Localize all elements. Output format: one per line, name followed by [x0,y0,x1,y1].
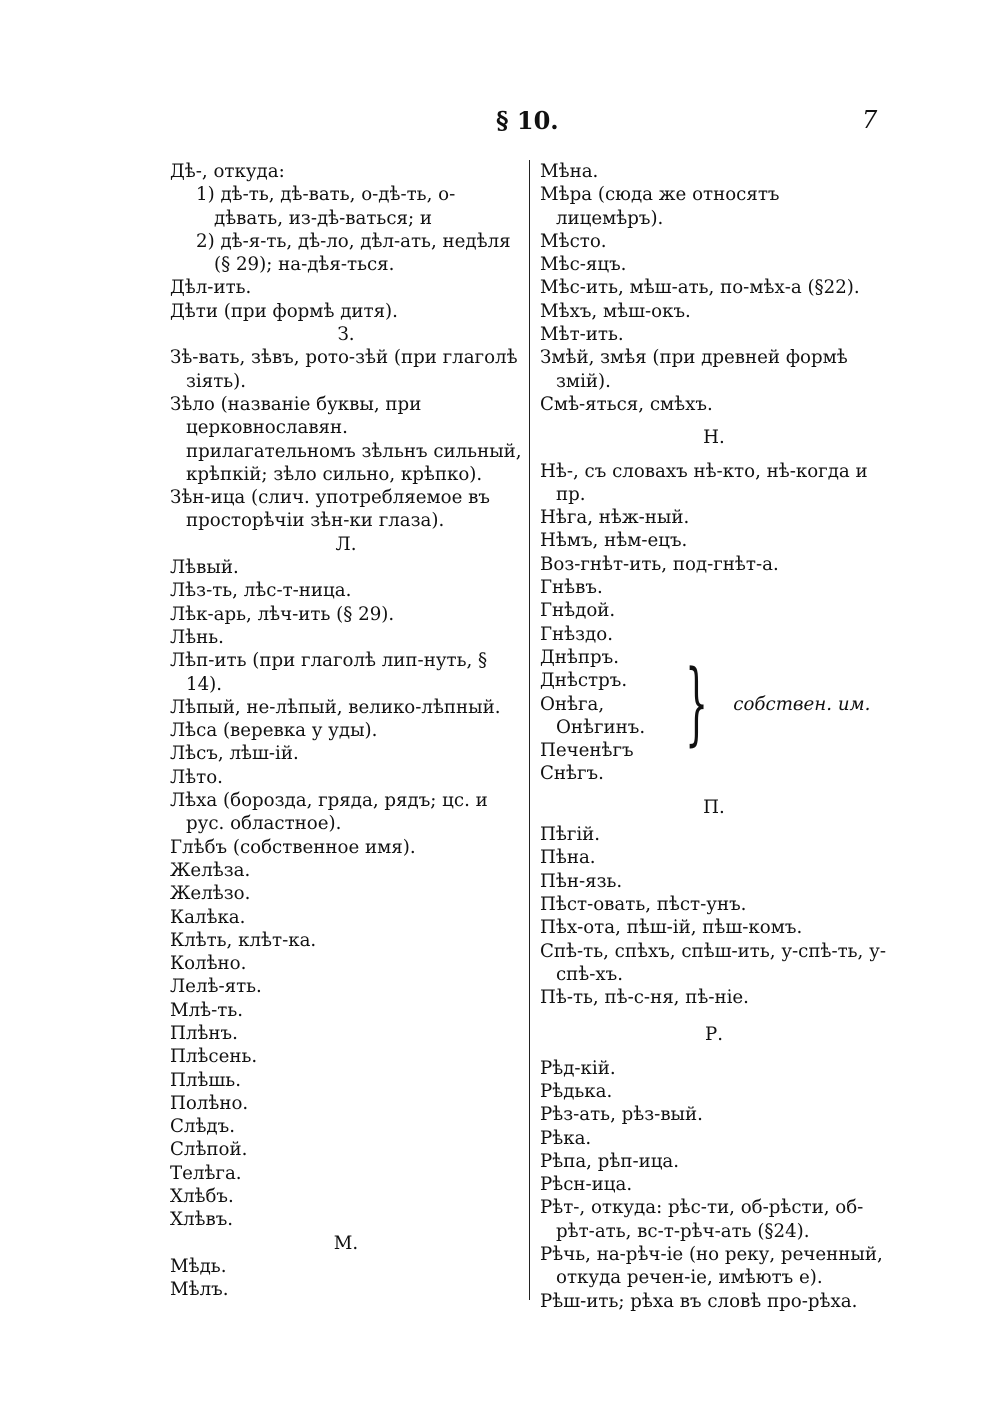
entry: Пѣст-овать, пѣст-унъ. [540,893,747,915]
entry: Рѣш-ить; рѣха въ словѣ про-рѣха. [540,1290,858,1312]
entry: Плѣшь. [170,1069,241,1091]
entry: Дѣл-ить. [170,277,252,299]
entry: Рѣчь, на-рѣч-iе (но реку, реченный, откуда речен-iе, имѣютъ е). [540,1244,883,1289]
entry: Лѣсъ, лѣш-iй. [170,743,299,765]
entry: Пѣна. [540,847,596,869]
column-divider [529,160,530,1300]
entry: Мѣра (сюда же относятъ лицемѣръ). [540,184,780,229]
entry: Зѣло (названiе буквы, при церковнославян. прилагательномъ зѣльнъ сильный, крѣпкiй; зѣло сильно, крѣпко). [170,393,522,485]
entry: Лѣпый, не-лѣпый, велико-лѣпный. [170,696,501,718]
entry: Пѣх-ота, пѣш-iй, пѣш-комъ. [540,917,803,939]
entry: Мѣт-ить. [540,324,624,346]
entry: Лелѣ-ять. [170,976,262,998]
entry: Лѣк-арь, лѣч-ить (§ 29). [170,603,395,625]
entry: Лѣп-ить (при глаголѣ лип-нуть, § 14). [170,650,488,695]
entry: Клѣть, клѣт-ка. [170,929,317,951]
entry-sub: 1) дѣ-ть, дѣ-вать, о-дѣ-ть, о-дѣвать, из-дѣ-ваться; и [196,184,456,229]
entry: Рѣдька. [540,1080,613,1102]
entry: Хлѣвъ. [170,1209,234,1231]
letter-heading: М. [333,1232,359,1254]
left-column [170,160,522,1302]
entry: Нѣга, нѣж-ный. [540,507,690,529]
letter-heading: Р. [704,1024,724,1046]
entry: Мѣдь. [170,1255,227,1277]
proper-names-group [540,646,888,762]
entry: Мѣлъ. [170,1279,229,1301]
entry: Калѣка. [170,906,246,928]
entry: Рѣт-, откуда: рѣс-ти, об-рѣсти, об-рѣт-ать, вс-т-рѣч-ать (§24). [540,1197,864,1242]
entry: Зѣ-вать, зѣвъ, рото-зѣй (при глаголѣ зiять). [170,347,518,392]
entry: Нѣ-, съ словахъ нѣ-кто, нѣ-когда и пр. [540,460,868,505]
entry: Лѣвый. [170,557,239,579]
entry: Мѣна. [540,161,599,182]
entry: Колѣно. [170,953,247,975]
entry: Желѣза. [170,859,251,881]
entry: Дѣти (при формѣ дитя). [170,300,398,322]
entry: Гнѣвъ. [540,577,603,599]
entry: Мѣс-яцъ. [540,254,627,276]
entry: Лѣто. [170,766,223,788]
entry: Онѣга, Онѣгинъ. [540,693,646,738]
curly-brace-icon: } [685,651,709,757]
entry: Смѣ-яться, смѣхъ. [540,393,713,415]
entry: Плѣнъ. [170,1022,238,1044]
entry: Плѣсень. [170,1046,258,1068]
entry: Рѣд-кiй. [540,1057,616,1079]
entry: Гнѣздо. [540,623,613,645]
entry: Гнѣдой. [540,600,616,622]
entry: Рѣз-ать, рѣз-вый. [540,1104,703,1126]
entry: Рѣпа, рѣп-ица. [540,1150,680,1172]
page-number: 7 [862,106,878,134]
entry: Лѣнь. [170,626,224,648]
entry: Нѣмъ, нѣм-ецъ. [540,530,688,552]
entry: Мѣсто. [540,230,607,252]
entry: Воз-гнѣт-ить, под-гнѣт-а. [540,553,779,575]
entry: Днѣпръ. [540,646,619,668]
entry: Зѣн-ица (слич. употребляемое въ просторѣчiи зѣн-ки глаза). [170,487,490,532]
letter-heading: Н. [703,427,725,449]
entry: Мѣхъ, мѣш-окъ. [540,300,691,322]
entry: Телѣга. [170,1162,242,1184]
entry: Пѣн-язь. [540,870,623,892]
entry: Лѣз-ть, лѣс-т-ница. [170,580,352,602]
entry: Змѣй, змѣя (при древней формѣ змiй). [540,347,848,392]
entry-sub: 2) дѣ-я-ть, дѣ-ло, дѣл-ать, недѣля (§ 29); на-дѣя-ться. [196,230,511,276]
entry: Слѣдъ. [170,1116,235,1138]
letter-heading: З. [337,324,355,346]
entry: Полѣно. [170,1092,249,1114]
entry: Слѣпой. [170,1139,248,1161]
entry: Лѣса (веревка у уды). [170,720,378,742]
entry: Пѣгiй. [540,824,601,846]
entry: Лѣха (борозда, гряда, рядъ; цс. и рус. областное). [170,790,488,835]
letter-heading: Л. [335,533,357,555]
entry: Желѣзо. [170,883,251,905]
entry: Печенѣгъ [540,740,634,762]
entry: Днѣстръ. [540,670,628,692]
entry: Млѣ-ть. [170,999,244,1021]
entry: Рѣка. [540,1127,592,1149]
entry: Мѣс-ить, мѣш-ать, по-мѣх-а (§22). [540,277,860,299]
entry: Снѣгъ. [540,763,604,785]
entry: Спѣ-ть, спѣхъ, спѣш-ить, у-спѣ-ть, у-спѣ-хъ. [540,940,886,985]
right-column [540,160,888,1313]
entry: Глѣбъ (собственное имя). [170,836,416,858]
section-heading: § 10. [496,106,559,135]
group-note: собствен. им. [733,693,871,715]
entry: Рѣсн-ица. [540,1174,633,1196]
entry: Дѣ-, откуда: [170,161,285,182]
entry: Пѣ-ть, пѣ-с-ня, пѣ-нiе. [540,987,749,1009]
entry: Хлѣбъ. [170,1186,234,1208]
letter-heading: П. [703,796,725,818]
